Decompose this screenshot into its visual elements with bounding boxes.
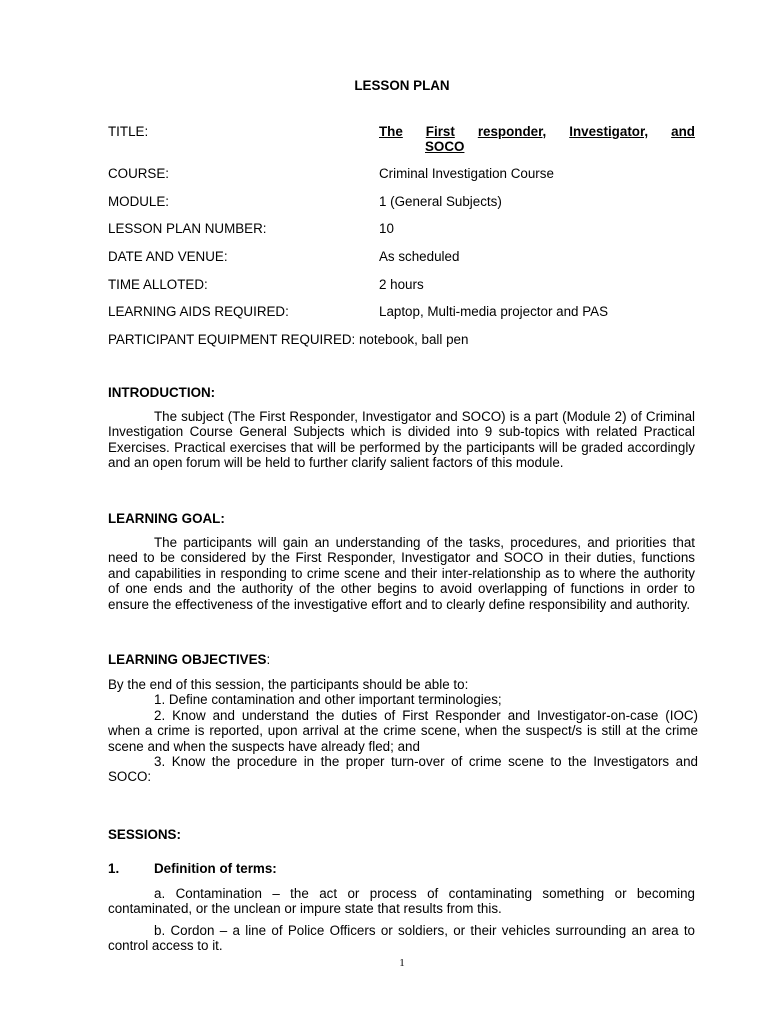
title-word: responder, (477, 124, 547, 139)
title-value-line1 (379, 124, 695, 139)
date-venue-label: DATE AND VENUE: (108, 249, 228, 264)
participant-equipment-line: PARTICIPANT EQUIPMENT REQUIRED: notebook, ball pen (108, 332, 469, 347)
title-word: The (379, 124, 403, 139)
course-label: COURSE: (108, 166, 170, 181)
learning-goal-body: The participants will gain an understanding of the tasks, procedures, and priorities that need to be considered by the First Responder, Investigator and SOCO in their duties, functions and capabilities in responding to crime scene and their inter-relationship as to where the authority of one ends and the authority of the other begins to avoid overlapping of functions in order to ensure the effectiveness of the investigative effort and to clearly define responsibility and authority. (108, 535, 695, 612)
learning-objectives-heading-colon: : (266, 652, 271, 667)
title-word: Investigator, (569, 124, 649, 139)
learning-objective-item: 3. Know the procedure in the proper turn-over of crime scene to the Investigators and SOCO: (108, 754, 698, 785)
lesson-plan-number-label: LESSON PLAN NUMBER: (108, 221, 267, 236)
learning-objectives-list (108, 677, 698, 785)
learning-objective-item: 1. Define contamination and other important terminologies; (154, 692, 502, 708)
learning-objectives-heading (108, 652, 270, 667)
date-venue-value: As scheduled (379, 249, 460, 264)
title-value-line2: SOCO (425, 139, 465, 154)
learning-objectives-intro: By the end of this session, the participants should be able to: (108, 677, 469, 692)
title-label: TITLE: (108, 124, 149, 139)
session-section-number: 1. (108, 861, 120, 876)
session-section-title: Definition of terms: (154, 861, 277, 876)
introduction-body: The subject (The First Responder, Investigator and SOCO) is a part (Module 2) of Criminal Investigation Course General Subjects which is divided into 9 sub-topics with related Practical Exercises. Practical exercises that will be performed by the participants will be graded accordingly and an open forum will be held to further clarify salient factors of this module. (108, 409, 695, 471)
time-alloted-value: 2 hours (379, 277, 424, 292)
sessions-heading: SESSIONS: (108, 827, 181, 842)
document-heading: LESSON PLAN (354, 78, 450, 93)
course-value: Criminal Investigation Course (379, 166, 554, 181)
introduction-heading: INTRODUCTION: (108, 385, 216, 400)
title-word: First (425, 124, 455, 139)
module-label: MODULE: (108, 194, 170, 209)
learning-aids-value: Laptop, Multi-media projector and PAS (379, 304, 609, 319)
term-definition: b. Cordon – a line of Police Officers or soldiers, or their vehicles surrounding an area to control access to it. (108, 923, 695, 954)
lesson-plan-number-value: 10 (379, 221, 394, 236)
learning-aids-label: LEARNING AIDS REQUIRED: (108, 304, 289, 319)
term-definition: a. Contamination – the act or process of contaminating something or becoming contaminated, or the unclean or impure state that results from this. (108, 886, 695, 917)
learning-goal-heading: LEARNING GOAL: (108, 511, 225, 526)
page-number: 1 (399, 957, 405, 969)
learning-objectives-heading-text: LEARNING OBJECTIVES (108, 652, 267, 667)
module-value: 1 (General Subjects) (379, 194, 502, 209)
session-section-heading (108, 861, 277, 876)
title-value (379, 124, 697, 154)
time-alloted-label: TIME ALLOTED: (108, 277, 208, 292)
learning-objective-item: 2. Know and understand the duties of First Responder and Investigator-on-case (IOC) when a crime is reported, upon arrival at the crime scene, when the suspect/s is still at the crime scene and when the suspects have already fled; and (108, 707, 698, 754)
title-word: and (671, 124, 695, 139)
